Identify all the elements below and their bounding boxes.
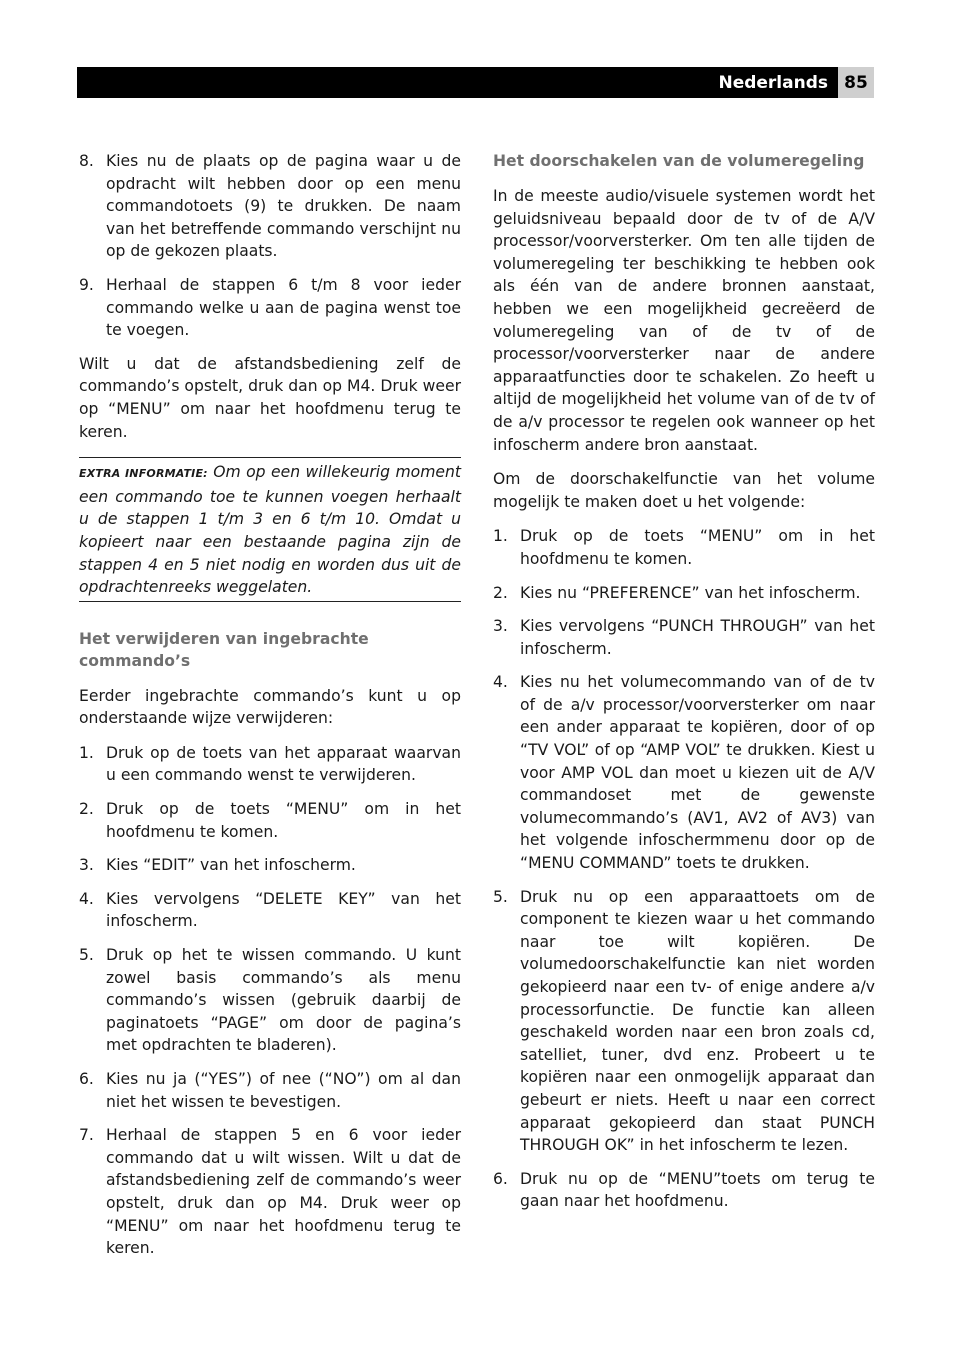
list-item: [79, 742, 461, 787]
list-number: 8.: [79, 152, 94, 170]
list-number: 3.: [79, 856, 94, 875]
right-column: [493, 150, 875, 1224]
list-number: 4.: [493, 673, 508, 692]
list-text: Herhaal de stappen 6 t/m 8 voor ieder commando welke u aan de pagina wenst toe te voegen.: [106, 275, 461, 340]
list-text: Druk op de toets “MENU” om in het hoofdmenu te komen.: [520, 527, 875, 568]
note-text: Om op een willekeurig moment een commando toe te kunnen voegen herhaalt u de stappen 1 t/m 3 en 6 t/m 10. Omdat u kopieert naar een bestaande pagina zijn de stappen 4 en 5 niet nodig en worden dus uit de opdrachtenreeks weggelaten.: [79, 463, 462, 597]
list-text: Druk nu op de “MENU”toets om terug te gaan naar het hoofdmenu.: [520, 1169, 875, 1211]
list-number: 5.: [79, 946, 94, 965]
list-number: 4.: [79, 889, 94, 908]
list-number: 1.: [79, 743, 94, 762]
list-item: [493, 671, 875, 874]
list-text: Druk op de toets van het apparaat waarvan u een commando wenst te verwijderen.: [106, 743, 461, 785]
heading-volume: Het doorschakelen van de volumeregeling: [493, 152, 865, 170]
header-language: Nederlands: [718, 72, 828, 93]
list-text: Kies “EDIT” van het infoscherm.: [106, 856, 356, 875]
paragraph-how: Om de doorschakelfunctie van het volume mogelijk te maken doet u het volgende:: [493, 470, 875, 511]
heading-delete: Het verwijderen van ingebrachte commando’s: [79, 629, 369, 670]
note-label: EXTRA INFORMATIE:: [79, 467, 208, 481]
list-number: 7.: [79, 1126, 94, 1145]
list-item: [79, 854, 461, 877]
paragraph-delete: Eerder ingebrachte commando’s kunt u op onderstaande wijze verwijderen:: [79, 686, 461, 728]
list-text: Druk nu op een apparaattoets om de component te kiezen waar u het commando naar toe wilt kopiëren. De volumedoorschakelfunctie kan niet worden gekopieerd naar een tv- of enige andere a/v processorfunctie. De functie kan alleen geschakeld worden naar een bron zoals cd, satelliet, tuner, dvd enz. Probeert u te kopiëren naar een onmogelijk apparaat dan gebeurt er niets. Heeft u naar een correct apparaat gekopieerd dan staat PUNCH THROUGH OK” in het infoscherm te lezen.: [520, 887, 875, 1155]
left-column: [79, 150, 461, 1271]
list-text: Kies nu ja (“YES”) of nee (“NO”) om al dan niet het wissen te bevestigen.: [106, 1070, 461, 1111]
list-number: 6.: [79, 1070, 94, 1088]
list-number: 3.: [493, 617, 508, 636]
list-item: [493, 1168, 875, 1213]
list-item: [79, 1124, 461, 1260]
list-item: [493, 525, 875, 570]
list-item: [79, 798, 461, 843]
list-volume-steps: [493, 525, 875, 1213]
list-item: [79, 944, 461, 1057]
list-item: [79, 1068, 461, 1113]
list-number: 2.: [79, 800, 94, 819]
list-delete-commands: [79, 742, 461, 1260]
paragraph-intro: In de meeste audio/visuele systemen wordt het geluidsniveau bepaald door de tv of de A/V processor/voorversterker. Om ten alle tijden de volumeregeling ter beschikking te hebben ook als één van de andere bronnen aanstaat, hebben we een mogelijkheid gecreëerd de volumeregeling van of de tv of de processor/voorversterker naar de andere apparaatfuncties door te schakelen. Zo heeft u altijd de mogelijkheid het volume van of de tv of de a/v processor te regelen ook wanneer op het infoscherm andere bron aanstaat.: [493, 187, 875, 454]
list-item: [79, 888, 461, 933]
list-number: 2.: [493, 583, 508, 602]
list-text: Kies nu het volumecommando van of de tv of de a/v processor/voorversterker om naar een ander apparaat te kopiëren, door of op “TV VOL” of op “AMP VOL” te drukken. Kiest u voor AMP VOL dan moet u kiezen uit de A/V commandoset met de gewenste volumecommando’s (AV1, AV2 of AV3) van het volgende infoschermmenu door op de “MENU COMMAND” toets te drukken.: [520, 673, 875, 873]
list-number: 5.: [493, 887, 508, 906]
list-text: Kies vervolgens “PUNCH THROUGH” van het infoscherm.: [520, 617, 875, 658]
list-text: Herhaal de stappen 5 en 6 voor ieder commando dat u wilt wissen. Wilt u dat de afstandsbediening zelf de commando’s weer opstelt, druk dan op M4. Druk weer op “MENU” om naar het hoofdmenu terug te keren.: [106, 1126, 461, 1258]
list-text: Kies nu “PREFERENCE” van het infoscherm.: [520, 583, 861, 602]
list-text: Kies nu de plaats op de pagina waar u de opdracht wilt hebben door op een menu commandotoets (9) te drukken. De naam van het betreffende commando verschijnt nu op de gekozen plaats.: [106, 152, 461, 261]
list-item: [493, 615, 875, 660]
list-item: [79, 150, 461, 263]
list-text: Druk op de toets “MENU” om in het hoofdmenu te komen.: [106, 800, 461, 841]
paragraph-return: Wilt u dat de afstandsbediening zelf de commando’s opstelt, druk dan op M4. Druk weer op “MENU” om naar het hoofdmenu terug te keren.: [79, 354, 461, 441]
extra-info-note: [79, 457, 461, 602]
list-number: 6.: [493, 1169, 508, 1188]
list-number: 9.: [79, 275, 94, 294]
list-text: Kies vervolgens “DELETE KEY” van het infoscherm.: [106, 889, 461, 931]
list-item: [79, 274, 461, 342]
list-add-commands: [79, 150, 461, 342]
list-item: [493, 582, 875, 605]
list-number: 1.: [493, 527, 508, 546]
list-item: [493, 886, 875, 1157]
list-text: Druk op het te wissen commando. U kunt zowel basis commando’s als menu commando’s wissen (gebruik daarbij de paginatoets “PAGE” om door de pagina’s met opdrachten te bladeren).: [106, 946, 461, 1055]
page-number: 85: [838, 67, 874, 98]
page-header: [77, 67, 874, 98]
